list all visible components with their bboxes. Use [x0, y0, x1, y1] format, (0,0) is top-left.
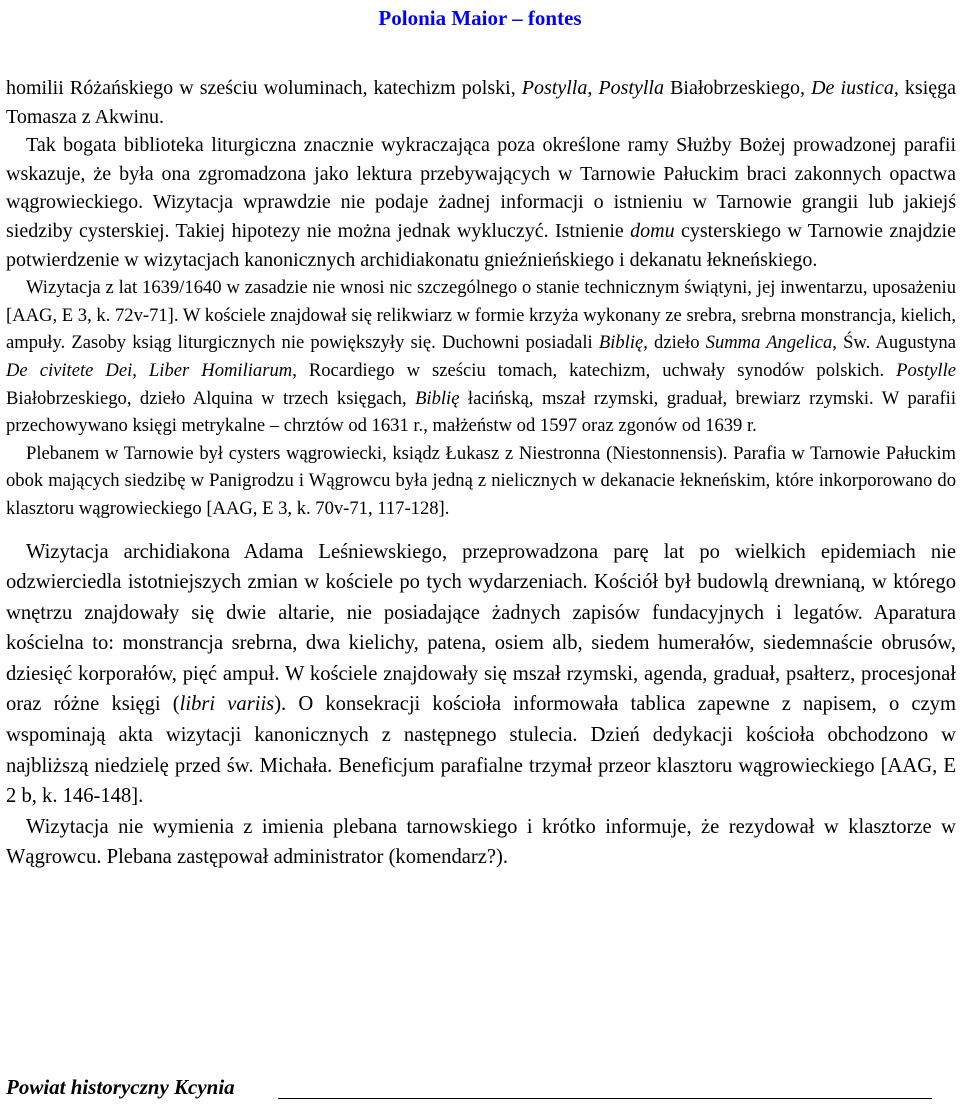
text-run: Wizytacja archidiakona Adama Leśniewskiego, przeprowadzona parę lat po wielkich epidemiach nie odzwierciedla istotniejszych zmian w kościele po tych wydarzeniach. Kościół był budowlą drewnianą, w którego wnętrzu znajdowały się dwie altarie, nie posiadające żadnych zapisów fundacyjnych i legatów. Aparatura kościelna to: monstrancja srebrna, dwa kielichy, patena, osiem alb, siedem humerałów, siedemnaście obrusów, dziesięć korporałów, pięć ampuł. W kościele znajdowały się mszał rzymski, agenda, graduał, psałterz, procesjonał oraz różne księgi ( — [6, 540, 956, 716]
book-title: Postylla — [598, 77, 664, 99]
text-run: , dzieło — [643, 332, 706, 354]
section-c — [6, 537, 956, 874]
book-title: Biblię — [415, 387, 460, 409]
text-run: Wizytacja nie wymienia z imienia plebana tarnowskiego i krótko informuje, że rezydował w klasztorze w Wągrowcu. Plebana zastępował administrator (komendarz?). — [6, 815, 956, 869]
paragraph — [6, 131, 956, 274]
text-run: Wizytacja z lat 1639/1640 w zasadzie nie wnosi nic szczególnego o stanie technicznym świątyni, jej inwentarzu, uposażeniu [AAG, E 3, k. 72v-71]. W kościele znajdował się relikwiarz w formie krzyża wykonany ze srebra, srebrna monstrancja, kielich, ampuły. Zasoby ksiąg liturgicznych nie powiększyły się. Duchowni posiadali — [6, 277, 956, 354]
document-body — [6, 74, 956, 873]
text-run: , — [132, 359, 149, 381]
text-run: księga Tomasza z Akwinu. — [6, 77, 957, 128]
text-run: , Św. Augustyna — [832, 332, 956, 354]
book-title: Postylla — [521, 77, 588, 99]
book-title: Summa Angelica — [705, 332, 833, 354]
text-run: Plebanem w Tarnowie był cysters wągrowiecki, ksiądz Łukasz z Niestronna (Niestonnensis). Parafia w Tarnowie Pałuckim obok mających siedzibę w Panigrodzu i Wągrowcu była jedną z nielicznych w dekanacie łekneńskim, które inkorporowano do klasztoru wągrowieckiego [AAG, E 3, k. 70v-71, 117-128]. — [6, 442, 956, 519]
section-a — [6, 74, 956, 274]
book-title: Postylle — [896, 359, 957, 381]
book-title: De iustica, — [811, 77, 899, 99]
book-title: Liber Homiliarum — [148, 359, 293, 381]
text-run: , Rocardiego w sześciu tomach, katechizm, uchwały synodów polskich. — [292, 359, 897, 381]
text-run: Białobrzeskiego, — [663, 77, 812, 99]
text-run: cysterskiego w Tarnowie znajdzie potwierdzenie w wizytacjach kanonicznych archidiakonatu gnieźnieńskiego i dekanatu łekneńskiego. — [6, 219, 956, 271]
text-run: Tak bogata biblioteka liturgiczna znacznie wykraczająca poza określone ramy Służby Bożej prowadzonej parafii wskazuje, że była ona zgromadzona jako lektura przebywających w Tarnowie Pałuckim braci zakonnych opactwa wągrowieckiego. Wizytacja wprawdzie nie podaje żadnej informacji o istnieniu w Tarnowie grangii lub jakiejś siedziby cysterskiej. Takiej hipotezy nie można jednak wykluczyć. Istnienie — [6, 134, 956, 242]
footer-label: Powiat historyczny Kcynia — [6, 1075, 235, 1099]
section-b — [6, 274, 956, 522]
emphasis: domu — [630, 219, 675, 242]
paragraph — [6, 74, 956, 131]
paragraph — [6, 537, 956, 812]
paragraph — [6, 274, 956, 440]
footer-rule — [278, 1098, 932, 1099]
paragraph — [6, 812, 956, 873]
page-header-title: Polonia Maior – fontes — [378, 6, 582, 30]
text-run: ). O konsekracji kościoła informowała tablica zapewne z napisem, o czym wspominają akta wizytacji kanonicznych z następnego stulecia. Dzień dedykacji kościoła obchodzono w najbliższą niedzielę przed św. Michała. Beneficjum parafialne trzymał przeor klasztoru wągrowieckiego [AAG, E 2 b, k. 146-148]. — [6, 693, 956, 808]
text-run: , — [587, 77, 599, 99]
book-title: Biblię — [598, 332, 644, 354]
text-run: łacińską, mszał rzymski, graduał, brewiarz rzymski. W parafii przechowywano księgi metrykalne – chrztów od 1631 r., małżeństw od 1597 oraz zgonów od 1639 r. — [6, 387, 956, 437]
emphasis: libri variis — [179, 693, 275, 716]
book-title: De civitete Dei — [6, 359, 133, 381]
paragraph — [6, 440, 956, 523]
text-run: homilii Różańskiego w sześciu woluminach, katechizm polski, — [6, 77, 522, 99]
text-run: Białobrzeskiego, dzieło Alquina w trzech księgach, — [6, 387, 416, 409]
